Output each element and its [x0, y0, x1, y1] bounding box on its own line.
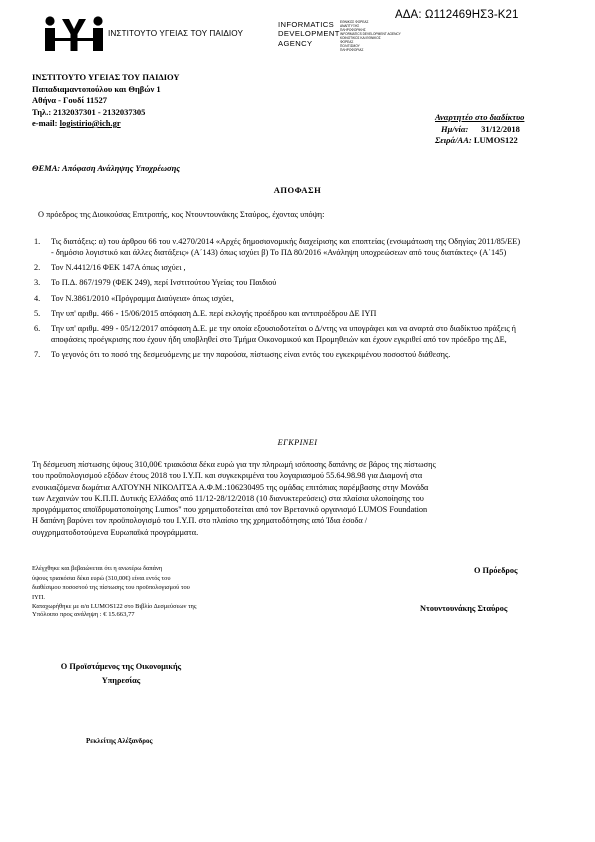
list-item-text: Τις διατάξεις: α) του άρθρου 66 του ν.4270/2014 «Αρχές δημοσιονομικής διαχείρισης και εποπτείας (ενσωμάτωση της Οδηγίας 2011/85/ΕΕ) - δημόσιο λογιστικό και άλλες διατάξεις» (Α΄143) όπως ισχύει β) Το ΠΔ 80/2016 «Ανάληψη υποχρεώσεων από τους διατάκτες» (Α΄145): [51, 237, 521, 257]
subject-line: ΘΕΜΑ: Απόφαση Ανάληψης Υποχρέωσης: [32, 163, 181, 173]
list-item-number: 5.: [34, 308, 41, 318]
ida-small-line: ΚΟΙΝΟΤΙΚΟΣ ΚΑΙ ΕΘΝΙΚΟΣ: [340, 36, 381, 40]
intro-paragraph: Ο πρόεδρος της Διοικούσας Επιτροπής, κος Ντουντουνάκης Σταύρος, έχοντας υπόψη:: [38, 210, 325, 219]
body-line: Η δαπάνη βαρύνει τον προϋπολογισμό του Ι.Υ.Π. στο πλαίσιο της χρηματοδότησης από Ίδια έσοδα /: [32, 516, 368, 526]
list-item-number: 2.: [34, 263, 41, 273]
publication-block: [435, 112, 524, 147]
verification-line: διαθέσιμου ποσοστού της πίστωσης του προϋπολογισμού του: [32, 584, 190, 592]
list-item-number: 1.: [34, 237, 41, 246]
list-item: [34, 236, 524, 258]
finance-head-line: Ο Προϊστάμενος της Οικονομικής: [60, 662, 182, 671]
ida-small-line: ΠΛΗΡΟΦΟΡΙΑΣ: [340, 48, 364, 52]
body-line: ενοικιαζόμενα δωμάτια ΑΛΤΟΥΝΗ ΝΙΚΟΛΙΤΣΑ Α.Φ.Μ.:106230495 της ομάδας επιτόπιας παρέμβασης στην Μονάδα: [32, 482, 429, 492]
list-item-text: Το Π.Δ. 867/1979 (ΦΕΚ 249), περί Ινστιτούτου Υγείας του Παιδιού: [51, 278, 277, 288]
body-line: των Λεχαινών του Κ.Π.Π. Δυτικής Ελλάδας από 11/12-28/12/2018 (10 διανυκτερεύσεις) στα πλαίσια υλοποίησης του: [32, 493, 424, 503]
sender-address-1: Παπαδιαμαντοπούλου και Θηβών 1: [32, 83, 161, 94]
ida-small-line: ΦΟΡΕΑΣ: [340, 40, 354, 44]
institute-name: ΙΝΣΤΙΤΟΥΤΟ ΥΓΕΙΑΣ ΤΟΥ ΠΑΙΔΙΟΥ: [108, 29, 244, 38]
verification-line: Ελέγχθηκε και βεβαιώνεται ότι η ανωτέρω δαπάνη: [32, 565, 163, 572]
institute-logo: [42, 15, 106, 53]
sender-name: ΙΝΣΤΙΤΟΥΤΟ ΥΓΕΙΑΣ ΤΟΥ ΠΑΙΔΙΟΥ: [32, 72, 180, 82]
finance-head-line: Υπηρεσίας: [101, 675, 141, 685]
ida-logo-line: DEVELOPMENT: [278, 29, 340, 39]
remaining-balance: Υπόλοιπο προς ανάληψη : € 15.663,77: [32, 611, 135, 618]
ada-code: ΑΔΑ: Ω112469ΗΣ3-Κ21: [395, 9, 519, 21]
sender-phone: Τηλ.: 2132037301 - 2132037305: [32, 106, 146, 117]
verification-note: [32, 564, 287, 612]
verification-line: ύψους τριακόσια δέκα ευρώ (310,00€) είναι εντός του: [32, 574, 171, 582]
ida-small-line: ΠΟΛΙΤΙΣΜΟΥ: [340, 44, 360, 48]
ida-small-text: [340, 20, 402, 52]
sender-address-2: Αθήνα - Γουδί 11527: [32, 95, 108, 105]
list-item: [34, 262, 524, 273]
president-title: Ο Πρόεδρος: [474, 566, 518, 575]
president-name: Ντουντουνάκης Σταύρος: [420, 604, 508, 613]
list-item-text: Το γεγονός ότι το ποσό της δεσμευόμενης με την παρούσα, πίστωσης είναι εντός του εγκεκριμένου ποσοστού διάθεσης.: [51, 350, 451, 360]
publication-date-row: [435, 124, 524, 136]
list-item-text: Την υπ' αριθμ. 499 - 05/12/2017 απόφαση Δ.Ε. με την οποία εξουσιοδοτείται ο Δ/ντης να υπογράφει και να αναρτά στο διαδίκτυο πράξεις ή αποφάσεις προέγκρισης που έχουν ήδη υποβληθεί στο Τμήμα Οικονομικού και Προμηθειών και έχουν εγκριθεί από τον πρόεδρο της ΔΕ,: [51, 323, 517, 344]
list-item-text: Την υπ' αριθμ. 466 - 15/06/2015 απόφαση Δ.Ε. περί εκλογής προέδρου και αντιπροέδρου ΔΕ ΙΥΠ: [51, 308, 377, 318]
list-item-number: 4.: [34, 293, 41, 303]
approves-heading: ΕΓΚΡΙΝΕΙ: [277, 438, 318, 447]
email-link[interactable]: logistirio@ich.gr: [59, 118, 121, 128]
publication-serial: LUMOS122: [473, 135, 518, 145]
list-item: [34, 293, 524, 304]
ida-logo-line: AGENCY: [278, 38, 313, 48]
decision-title: ΑΠΟΦΑΣΗ: [273, 185, 322, 195]
ida-logo-line: INFORMATICS: [278, 20, 335, 29]
list-item-number: 7.: [34, 350, 41, 360]
ida-small-line: ΕΘΝΙΚΟΣ ΦΟΡΕΑΣ: [340, 20, 369, 24]
sender-block: [32, 72, 180, 130]
ida-small-line: INFORMATICS DEVELOPMENT AGENCY: [340, 32, 401, 36]
list-item-number: 6.: [34, 323, 41, 333]
sender-email-row: [32, 118, 180, 130]
body-line: Τη δέσμευση πίστωσης ύψους 310,00€ τριακόσια δέκα ευρώ για την πληρωμή ισόποσης δαπάνης σε βάρος της πίστωσης: [32, 460, 436, 469]
decision-body: [32, 459, 562, 538]
verification-line: Καταχωρήθηκε με α/α LUMOS122 στο Βιβλίο Δεσμεύσεων της: [32, 603, 197, 611]
list-item: [34, 323, 524, 345]
ida-logo-text: [278, 20, 340, 48]
body-line: προγράμματος αποϊδρυματοποίησης Lumos" που χρηματοδοτείται από τον Βρετανικό οργανισμό LUMOS Foundation: [32, 505, 428, 515]
list-item: [34, 308, 524, 319]
list-item: [34, 349, 524, 360]
email-label: e-mail:: [32, 118, 60, 128]
publication-date: 31/12/2018: [481, 123, 520, 134]
finance-head-title: [56, 660, 186, 687]
serial-label: Σειρά/ΑΑ:: [435, 135, 472, 145]
finance-head-name: Ρεκλείτης Αλέξανδρος: [86, 737, 153, 745]
body-line: συγχρηματοδοτούμενα Ευρωπαϊκά προγράμματα.: [32, 527, 199, 537]
list-item-text: Τον Ν.4412/16 ΦΕΚ 147Α όπως ισχύει ,: [51, 263, 186, 273]
list-item-text: Τον Ν.3861/2010 «Πρόγραμμα Διαύγεια» όπως ισχύει,: [51, 293, 234, 303]
verification-line: ΙΥΠ.: [32, 593, 45, 601]
list-item: [34, 277, 524, 288]
ida-small-line: ΑΝΑΠΤΥΞΗΣ: [340, 24, 360, 28]
considerations-list: [34, 236, 524, 364]
list-item-number: 3.: [34, 278, 41, 288]
publication-title: Αναρτητέο στο διαδίκτυο: [435, 112, 525, 122]
date-label: Ημ/νία:: [441, 123, 469, 134]
body-line: του προϋπολογισμού εξόδων έτους 2018 του Ι.Υ.Π. και συγκεκριμένα του λογαριασμού 55.64.98.98 για Διαμονή στα: [32, 471, 423, 481]
ida-small-line: ΠΛΗΡΟΦΟΡΙΚΗΣ: [340, 28, 366, 32]
publication-serial-row: [435, 135, 524, 147]
